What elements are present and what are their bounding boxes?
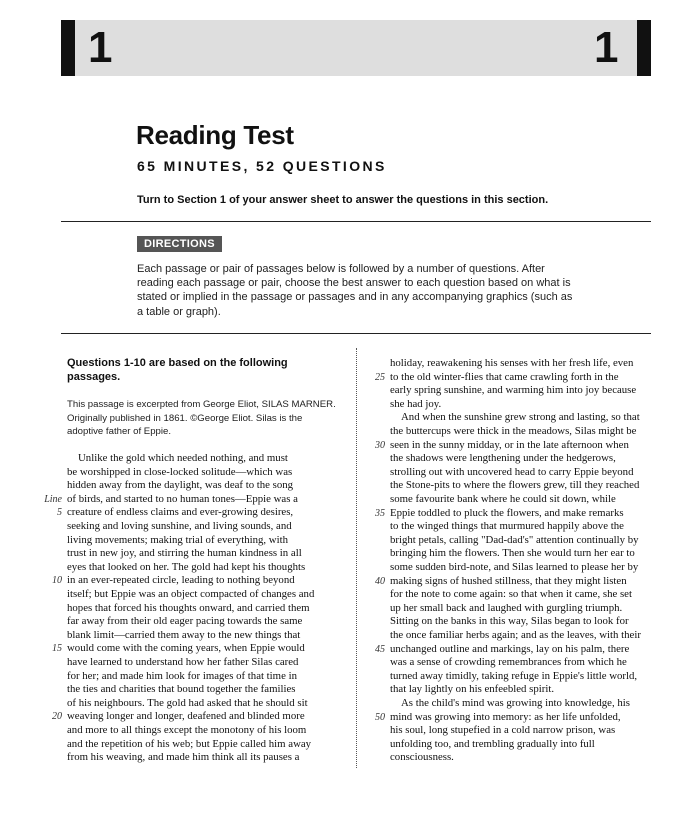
right-line: up her small back and laughed with gurgling triumph. (390, 601, 623, 614)
left-line: the ties and charities that bound together the families (67, 683, 296, 696)
left-line-number: 10 (52, 575, 62, 587)
section-number-left: 1 (88, 23, 113, 72)
right-line: was a sense of crowding remembrances from which he (390, 656, 627, 669)
right-line: mind was growing into memory: as her life unfolded, (390, 710, 621, 723)
right-line: some favourite bank where he could sit down, while (390, 493, 616, 505)
right-line-number: 45 (375, 643, 385, 655)
right-line: to the old winter-flies that came crawling forth in the (390, 370, 619, 383)
left-line: hopes that forced his thoughts onward, and carried them (67, 601, 310, 614)
right-line: consciousness. (390, 751, 454, 764)
right-line-number: 40 (375, 575, 385, 587)
right-line: the once familiar herbs again; and as the leaves, with their (390, 629, 641, 641)
section-header-band (61, 20, 651, 76)
right-line: strolling out with uncovered head to carry Eppie beyond (390, 465, 634, 478)
answer-sheet-instruction: Turn to Section 1 of your answer sheet to answer the questions in this section. (137, 194, 549, 206)
left-line-number: 20 (52, 711, 62, 723)
left-line: of his neighbours. The gold had asked that he should sit (67, 696, 308, 709)
section-number-right: 1 (594, 23, 619, 72)
left-line: Unlike the gold which needed nothing, and must (78, 452, 288, 464)
left-line: and the repetition of his web; but Eppie called him away (67, 737, 312, 750)
section-tab-left (61, 20, 75, 76)
left-line: in an ever-repeated circle, leading to nothing beyond (67, 574, 295, 587)
question-heading-block (67, 356, 337, 384)
right-line: the buttercups were thick in the meadows, Silas might be (390, 425, 637, 437)
left-line: and more to all things except the monotony of his loom (67, 724, 307, 736)
page-title: Reading Test (136, 120, 294, 150)
passage-intro: This passage is excerpted from George Eliot, SILAS MARNER. Originally published in 1861. ©George Eliot. Silas is the adoptive father of Eppie. (67, 399, 336, 438)
left-line: hidden away from the daylight, was deaf to the song (67, 479, 294, 492)
right-line: Eppie toddled to pluck the flowers, and make remarks (390, 506, 624, 519)
right-line: early spring sunshine, and warming him into joy because (390, 384, 637, 397)
question-heading: Questions 1-10 are based on the following passages. (67, 357, 288, 383)
right-line: As the child's mind was growing into knowledge, his (401, 697, 630, 709)
right-line: Sitting on the banks in this way, Silas began to look for (390, 615, 629, 628)
directions-badge: DIRECTIONS (137, 236, 222, 252)
right-line: she had joy. (390, 397, 442, 410)
right-line: unfolding too, and trembling gradually into full (390, 737, 595, 750)
right-line: bringing him the flowers. Then she would turn her ear to (390, 547, 635, 560)
right-line: the shadows were lengthening under the hedgerows, (390, 452, 616, 465)
line-word-label: Line (44, 493, 62, 505)
directions-top-rule (61, 221, 651, 222)
left-line: living movements; making trial of everything, with (67, 533, 288, 546)
left-line: have learned to understand how her father Silas cared (67, 656, 299, 668)
left-line: trust in new joy, and stirring the human kindness in all (67, 547, 302, 560)
right-line: the Stone-pits to where the flowers grew, till they reached (390, 479, 640, 492)
left-line: seeking and loving sunshine, and living sounds, and (67, 520, 292, 532)
left-line: from his weaving, and made him think all its pauses a (67, 751, 300, 764)
left-line: eyes that looked on her. The gold had kept his thoughts (67, 560, 306, 573)
directions-bottom-rule (61, 333, 651, 334)
right-line: for the note to come again: so that when it came, she set (390, 588, 632, 601)
right-line-number: 50 (375, 711, 385, 723)
left-line: creature of endless claims and ever-growing desires, (67, 506, 294, 519)
left-line: itself; but Eppie was an object compacted of changes and (67, 588, 315, 600)
right-line: making signs of hushed stillness, that they might listen (390, 574, 627, 587)
right-line: his soul, long stupefied in a cold narrow prison, was (390, 724, 616, 737)
right-line: And when the sunshine grew strong and lasting, so that (401, 411, 640, 424)
left-line: weaving longer and longer, deafened and blinded more (67, 710, 305, 723)
right-line-number: 25 (375, 371, 385, 383)
page-subtitle: 65 MINUTES, 52 QUESTIONS (137, 158, 387, 174)
right-line-number: 30 (375, 439, 385, 451)
left-line: be worshipped in close-locked solitude—which was (67, 465, 293, 478)
directions-text: Each passage or pair of passages below is followed by a number of questions. After reading each passage or pair, choose the best answer to each question based on what is stated or implied in the passage or passages and in any accompanying graphics (such as a table or graph). (137, 263, 573, 318)
right-line: bright petals, calling "Dad-dad's" attention continually by (390, 533, 639, 546)
right-line: unchanged outline and markings, lay on his palm, there (390, 642, 630, 655)
right-line: that lay lightly on his enfeebled spirit. (390, 683, 555, 696)
left-line: blank limit—carried them away to the new things that (67, 628, 301, 641)
right-line: to the winged things that murmured happily above the (390, 520, 624, 533)
right-line: holiday, reawakening his senses with her fresh life, even (390, 357, 634, 369)
right-line: turned away timidly, taking refuge in Eppie's little world, (390, 669, 638, 682)
section-tab-right (637, 20, 651, 76)
right-line-number: 35 (375, 507, 385, 519)
left-line-number: 5 (57, 507, 62, 519)
left-line: would come with the coming years, when Eppie would (67, 642, 305, 655)
column-divider (356, 348, 357, 768)
right-line: some sudden bird-note, and Silas learned to please her by (390, 561, 639, 573)
left-line-number: 15 (52, 643, 62, 655)
left-line: of birds, and started to no human tones—Eppie was a (67, 492, 298, 505)
left-line: far away from their old eager pacing towards the same (67, 615, 303, 628)
right-line: seen in the sunny midday, or in the late afternoon when (390, 438, 629, 451)
left-line: for her; and made him look for images of that time in (67, 669, 297, 682)
